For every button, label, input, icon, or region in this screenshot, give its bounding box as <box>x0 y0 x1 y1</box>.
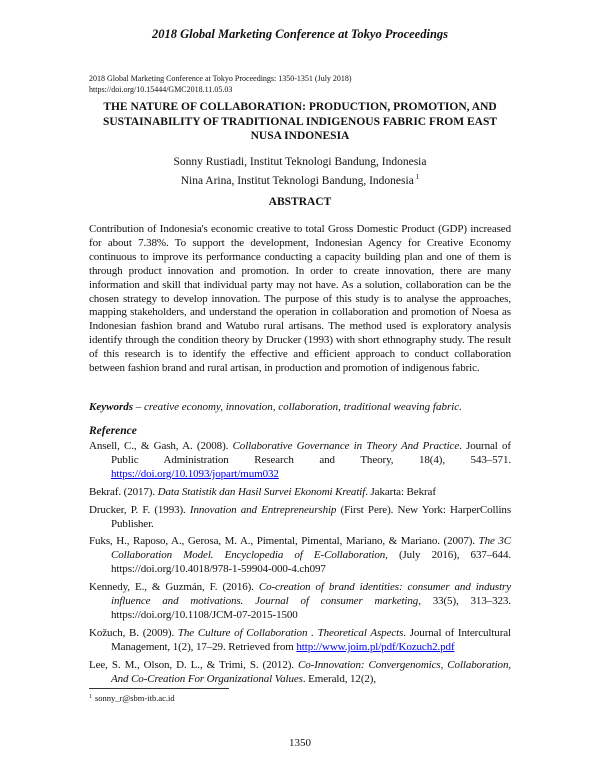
author-1: Sonny Rustiadi, Institut Teknologi Bandung, Indonesia <box>173 156 427 168</box>
reference-item: Drucker, P. F. (1993). Innovation and Entrepreneurship (First Pere). New York: HarperCollins Publisher. <box>89 503 511 530</box>
footnote <box>89 693 175 703</box>
author-2 <box>89 170 511 189</box>
paper-title: THE NATURE OF COLLABORATION: PRODUCTION, PROMOTION, AND SUSTAINABILITY OF TRADITIONAL INDIGENOUS FABRIC FROM EAST NUSA INDONESIA <box>102 101 498 142</box>
keywords-label: Keywords <box>89 401 133 413</box>
running-head: 2018 Global Marketing Conference at Tokyo Proceedings <box>151 27 449 41</box>
reference-list <box>89 440 511 691</box>
doi-line: https://doi.org/10.15444/GMC2018.11.05.03 <box>89 84 233 94</box>
footnote-marker: 1 <box>415 172 420 181</box>
publication-meta <box>89 74 352 95</box>
page-number: 1350 <box>289 737 311 749</box>
citation-line: 2018 Global Marketing Conference at Tokyo Proceedings: 1350-1351 (July 2018) <box>89 74 352 83</box>
footnote-number: 1 <box>89 694 92 700</box>
reference-item: Kožuch, B. (2009). The Culture of Collaboration . Theoretical Aspects. Journal of Intercultural Management, 1(2), 17–29. Retrieved from http://www.joim.pl/pdf/Kozuch2.pdf <box>89 626 511 653</box>
reference-item: Ansell, C., & Gash, A. (2008). Collaborative Governance in Theory And Practice. Journal of Public Administration Research and Theory, 18(4), 543–571. https://doi.org/10.1093/jopart/mum032 <box>89 440 511 480</box>
keywords-text: – creative economy, innovation, collaboration, traditional weaving fabric. <box>133 401 462 413</box>
author-2-name: Nina Arina, Institut Teknologi Bandung, Indonesia <box>180 174 414 187</box>
doi-link[interactable]: https://doi.org/10.1093/jopart/mum032 <box>111 467 279 480</box>
abstract-heading: ABSTRACT <box>268 196 332 208</box>
reference-item: Bekraf. (2017). Data Statistik dan Hasil Survei Ekonomi Kreatif. Jakarta: Bekraf <box>89 485 436 498</box>
reference-item: Lee, S. M., Olson, D. L., & Trimi, S. (2012). Co-Innovation: Convergenomics, Collaboration, And Co-Creation For Organizational Values. Emerald, 12(2), <box>89 658 511 685</box>
pdf-link[interactable]: http://www.joim.pl/pdf/Kozuch2.pdf <box>296 640 455 653</box>
author-block <box>89 155 511 188</box>
footnote-divider <box>89 688 229 689</box>
abstract-text: Contribution of Indonesia's economic creative to total Gross Domestic Product (GDP) increased for about 7.38%. To support the development, Indonesian Agency for Creative Economy continuous to improve its performance conducting a capacity building plan and one of them is through product innovation and promotion. In order to create innovation, there are many information and skill that individual party may not have. As a solution, collaboration can be the chosen strategy to develop innovation. The purpose of this study is to analyse the approaches, mapping stakeholders, and understand the operation in collaboration and promotion of Noesa as Indonesian fashion brand and Watubo rural artisans. The method used is exploratory analysis identify through the condition theory by Drucker (1993) with short ethnography study. The result of this research is to identify the effective and efficient approach to conduct collaboration between fashion brand and rural artisan, in production and promotion of indigenous fabric. <box>89 223 511 375</box>
footnote-email: sonny_r@sbm-itb.ac.id <box>95 693 175 703</box>
references-heading: Reference <box>89 425 137 437</box>
reference-item: Fuks, H., Raposo, A., Gerosa, M. A., Pimental, Pimental, Mariano, & Mariano. (2007). The 3C Collaboration Model. Encyclopedia of E-Collaboration, (July 2016), 637–644. https://doi.org/10.4018/978-1-59904-000-4.ch097 <box>89 535 511 576</box>
reference-item: Kennedy, E., & Guzmán, F. (2016). Co-creation of brand identities: consumer and industry influence and motivations. Journal of consumer marketing, 33(5), 313–323. https://doi.org/10.1108/JCM-07-2015-1500 <box>89 581 511 621</box>
keywords <box>89 401 511 413</box>
